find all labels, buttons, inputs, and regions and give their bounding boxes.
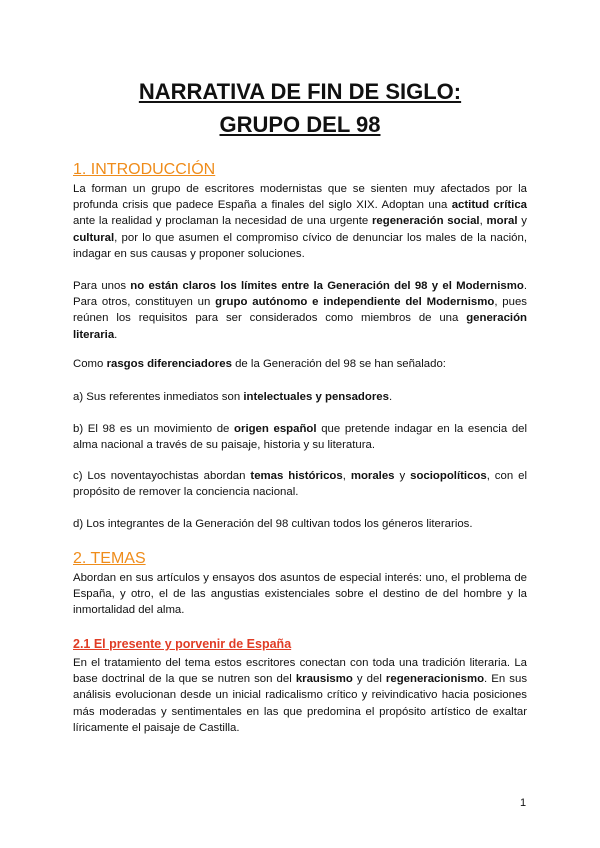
bold-text: no están claros los límites entre la Generación del 98 y el Modernismo xyxy=(130,280,524,292)
bold-text: sociopolíticos xyxy=(410,470,487,482)
text-run: , xyxy=(479,215,487,228)
text-run: b) El 98 es un movimiento de xyxy=(73,423,235,435)
bold-text: rasgos diferenciadores xyxy=(106,358,232,370)
text-run: c) Los noventayochistas abordan xyxy=(73,470,251,482)
bold-text: actitud crítica xyxy=(451,199,527,212)
text-run: , pues reúnen los requisitos para ser considerados como miembros de una xyxy=(73,296,528,325)
paragraph-rasgo-a xyxy=(73,389,527,405)
bold-text: regeneración social xyxy=(372,215,480,228)
text-run: y xyxy=(394,470,411,482)
text-run: que pretende indagar en la esencia del alma nacional a través de su paisaje, historia y su literatura. xyxy=(73,423,528,452)
text-run: y xyxy=(517,215,527,228)
text-run: de la Generación del 98 se han señalado: xyxy=(231,358,446,370)
text-run: Abordan en sus artículos y ensayos dos asuntos de especial interés: uno, el problema de España, y otro, el de las angustias existenciales sobre el destino de del hombre y la inmortalidad del alma. xyxy=(73,572,527,617)
document-title-line-2: GRUPO DEL 98 xyxy=(219,112,381,137)
bold-text: temas históricos xyxy=(250,470,343,482)
bold-text: generación literaria xyxy=(73,312,527,341)
text-run: . xyxy=(114,328,118,341)
text-run: y del xyxy=(352,673,386,686)
text-run: . En sus análisis evolucionan desde un inicial radicalismo crítico y reivindicativo hacia posiciones más moderadas y sentimentales en las que predomina el propósito artístico de exaltar líricamente el paisaje de Castilla. xyxy=(73,673,528,734)
bold-text: morales xyxy=(350,470,395,482)
bold-text: grupo autónomo e independiente del Modernismo xyxy=(215,296,495,309)
paragraph-rasgo-c xyxy=(73,468,527,500)
document-title-line-1: NARRATIVA DE FIN DE SIGLO: xyxy=(138,79,462,104)
text-run: En el tratamiento del tema estos escritores conectan con toda una tradición literaria. La base doctrinal de la que se nutren son del xyxy=(73,657,527,686)
text-run: . Para otros, constituyen un xyxy=(73,280,528,309)
text-run: Como xyxy=(73,358,107,370)
heading-introduccion: 1. INTRODUCCIÓN xyxy=(73,161,216,178)
paragraph-intro-2 xyxy=(73,278,527,343)
paragraph-temas xyxy=(73,570,527,619)
paragraph-rasgo-d xyxy=(73,516,527,532)
page-number: 1 xyxy=(520,797,527,809)
bold-text: moral xyxy=(486,215,518,228)
bold-text: krausismo xyxy=(295,673,353,686)
heading-presente-porvenir: 2.1 El presente y porvenir de España xyxy=(73,637,292,651)
bold-text: cultural xyxy=(73,231,115,244)
text-run: . xyxy=(388,391,393,403)
bold-text: intelectuales y pensadores xyxy=(243,391,389,403)
text-run: ante la realidad y proclaman la necesidad de una urgente xyxy=(73,215,372,228)
bold-text: origen español xyxy=(234,423,317,435)
paragraph-rasgo-b xyxy=(73,421,527,453)
text-run: , xyxy=(342,470,351,482)
text-run: , por lo que asumen el compromiso cívico de denunciar los males de la nación, indagar en sus causas y proponer soluciones. xyxy=(73,231,527,260)
text-run: , con el propósito de remover la conciencia nacional. xyxy=(73,470,527,499)
bold-text: regeneracionismo xyxy=(385,673,485,686)
text-run: d) Los integrantes de la Generación del 98 cultivan todos los géneros literarios. xyxy=(73,518,473,530)
heading-temas: 2. TEMAS xyxy=(73,550,146,567)
text-run: Para unos xyxy=(73,280,131,292)
paragraph-intro-1 xyxy=(73,181,527,262)
paragraph-rasgos xyxy=(73,356,527,372)
paragraph-presente-porvenir xyxy=(73,655,527,736)
text-run: La forman un grupo de escritores modernistas que se sienten muy afectados por la profunda crisis que padece España a finales del siglo XIX. Adoptan una xyxy=(73,183,527,212)
text-run: a) Sus referentes inmediatos son xyxy=(73,391,244,403)
